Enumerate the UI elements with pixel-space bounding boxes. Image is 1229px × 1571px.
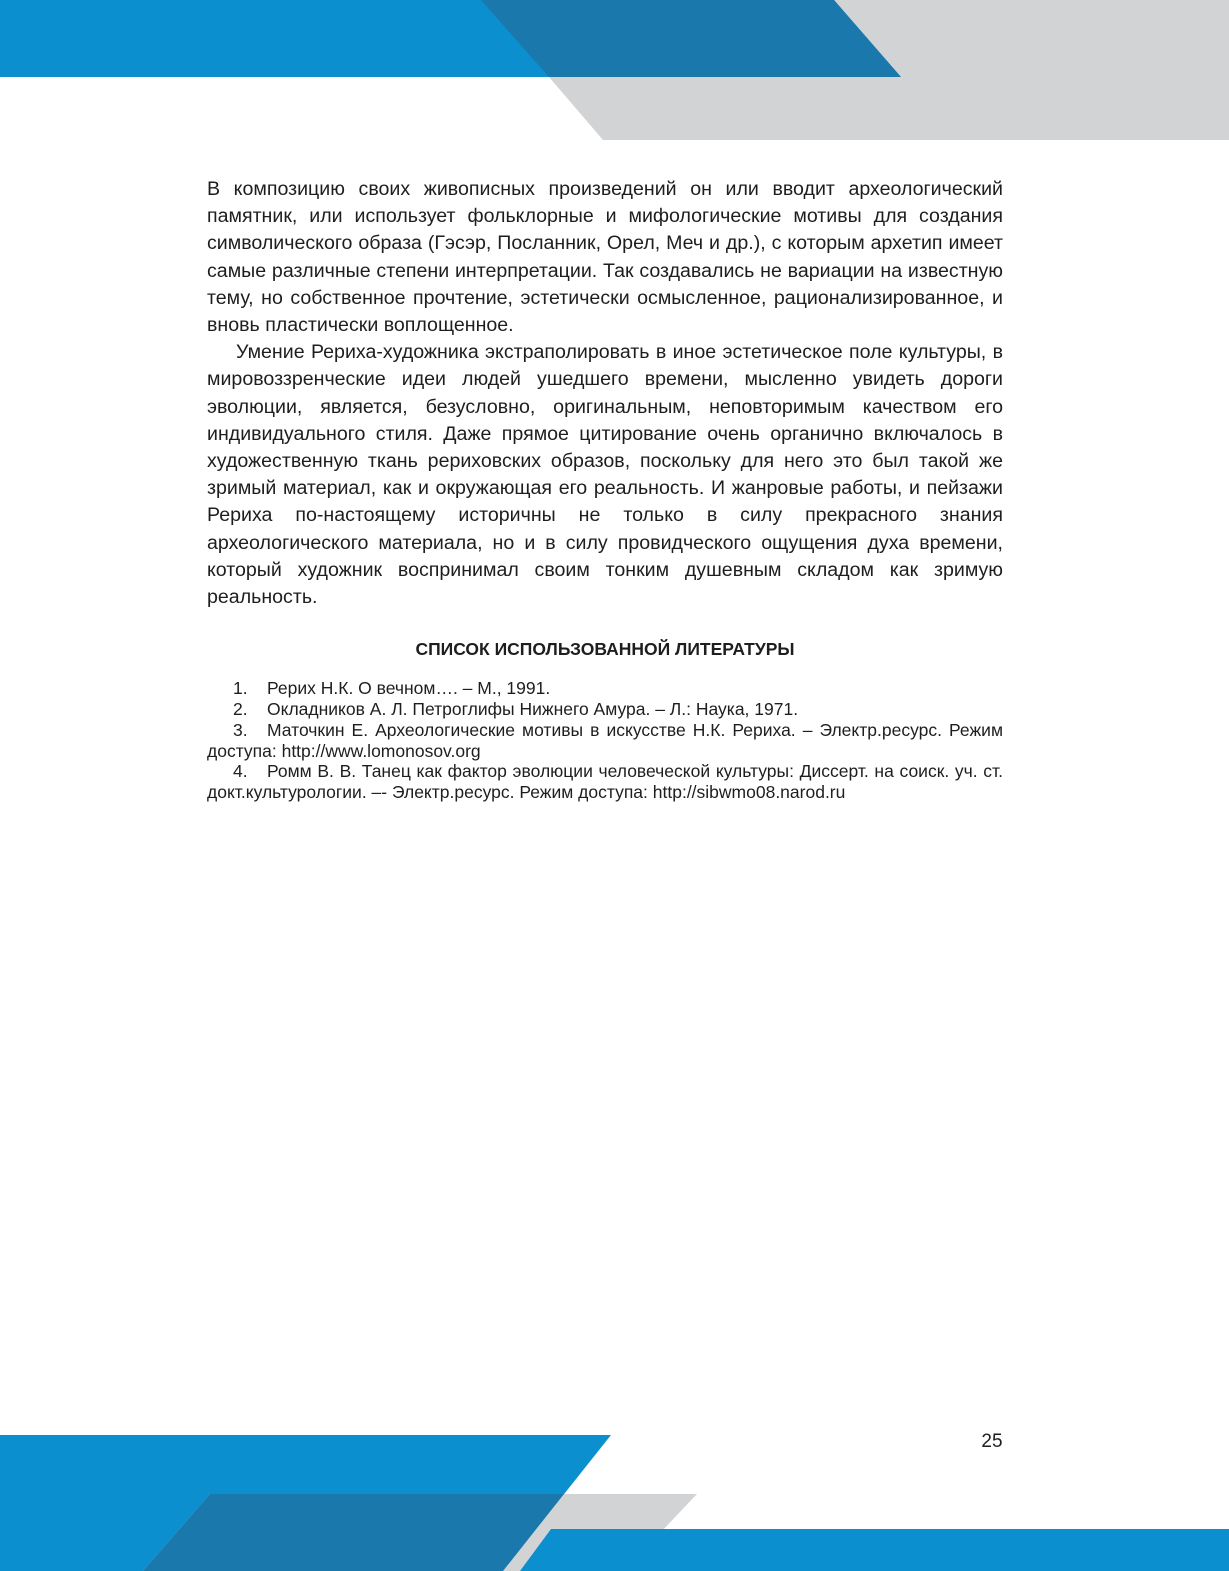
- body-paragraph: В композицию своих живописных произведений он или вводит археологический памятник, или использует фольклорные и мифологические мотивы для создания символического образа (Гэсэр, Посланник, Орел, Меч и др.), с которым архетип имеет самые различные степени интерпретации. Так создавались не вариации на известную тему, но собственное прочтение, эстетически осмысленное, рационализированное, и вновь пластически воплощенное.: [207, 178, 1003, 337]
- top-gray-corner: [834, 0, 1229, 77]
- reference-text: Рерих Н.К. О вечном…. – М., 1991.: [267, 678, 551, 699]
- reference-item: [207, 699, 1003, 720]
- top-gray-band: [549, 77, 1229, 140]
- reference-text: Ромм В. В. Танец как фактор эволюции человеческой культуры: Диссерт. на соиск. уч. ст. докт.культурологии. –- Электр.ресурс. Режим доступа: http://sibwmo08.narod.ru: [207, 761, 1003, 803]
- reference-number: 2.: [233, 699, 248, 720]
- bottom-dark-blue-overlap: [143, 1494, 564, 1571]
- body-paragraph: Умение Рериха-художника экстраполировать в иное эстетическое поле культуры, в мировоззренческие идеи людей ушедшего времени, мысленно увидеть дороги эволюции, является, безусловно, оригинальным, неповторимым качеством его индивидуального стиля. Даже прямое цитирование очень органично включалось в художественную ткань рериховских образов, поскольку для него это был такой же зримый материал, как и окружающая его реальность. И жанровые работы, и пейзажи Рериха по-настоящему историчны не только в силу прекрасного знания археологического материала, но и в силу провидческого ощущения духа времени, который художник воспринимал своим тонким душевным складом как зримую реальность.: [207, 341, 1003, 609]
- reference-item: [207, 761, 1003, 803]
- page-number: 25: [981, 1431, 1003, 1452]
- reference-number: 4.: [233, 761, 248, 782]
- reference-number: 3.: [233, 719, 248, 740]
- reference-text: Маточкин Е. Археологические мотивы в искусстве Н.К. Рериха. – Электр.ресурс. Режим доступа: http://www.lomonosov.org: [207, 719, 1003, 761]
- references-list: [207, 678, 1003, 803]
- reference-item: [207, 720, 1003, 762]
- top-dark-blue-overlap: [481, 0, 901, 77]
- reference-item: [207, 678, 1003, 699]
- reference-text: Окладников А. Л. Петроглифы Нижнего Амура. – Л.: Наука, 1971.: [267, 699, 799, 720]
- reference-number: 1.: [233, 678, 248, 699]
- bottom-right-blue-band: [520, 1529, 1229, 1571]
- main-content: [207, 176, 1003, 803]
- references-heading: СПИСОК ИСПОЛЬЗОВАННОЙ ЛИТЕРАТУРЫ: [415, 639, 795, 660]
